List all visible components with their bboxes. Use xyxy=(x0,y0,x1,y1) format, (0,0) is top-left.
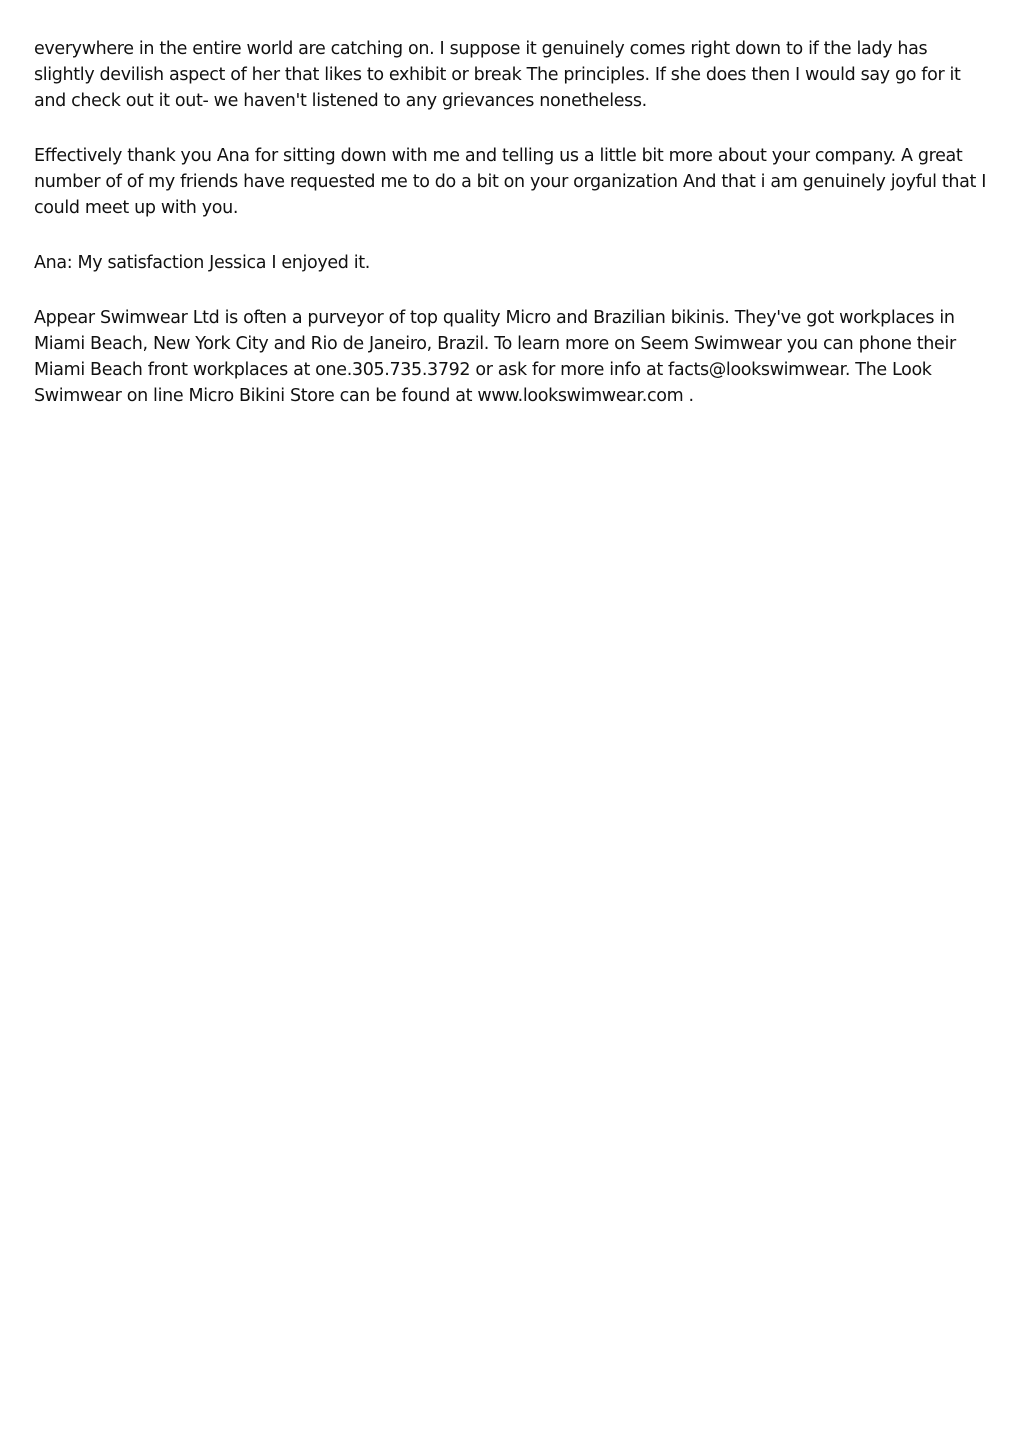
paragraph-4: Appear Swimwear Ltd is often a purveyor of top quality Micro and Brazilian bikinis. They've got workplaces in Miami Beach, New York City and Rio de Janeiro, Brazil. To learn more on Seem Swimwear you can phone their Miami Beach front workplaces at one.305.735.3792 or ask for more info at facts@lookswimwear. The Look Swimwear on line Micro Bikini Store can be found at www.lookswimwear.com . xyxy=(34,308,956,406)
paragraph-3: Ana: My satisfaction Jessica I enjoyed it. xyxy=(34,253,371,273)
paragraph-1: everywhere in the entire world are catching on. I suppose it genuinely comes right down to if the lady has slightly devilish aspect of her that likes to exhibit or break The principles. If she does then I would say go for it and check out it out- we haven't listened to any grievances nonetheless. xyxy=(34,39,961,111)
paragraph-2: Effectively thank you Ana for sitting down with me and telling us a little bit more about your company. A great number of of my friends have requested me to do a bit on your organization And that i am genuinely joyful that I could meet up with you. xyxy=(34,146,987,218)
document-body xyxy=(34,36,990,438)
